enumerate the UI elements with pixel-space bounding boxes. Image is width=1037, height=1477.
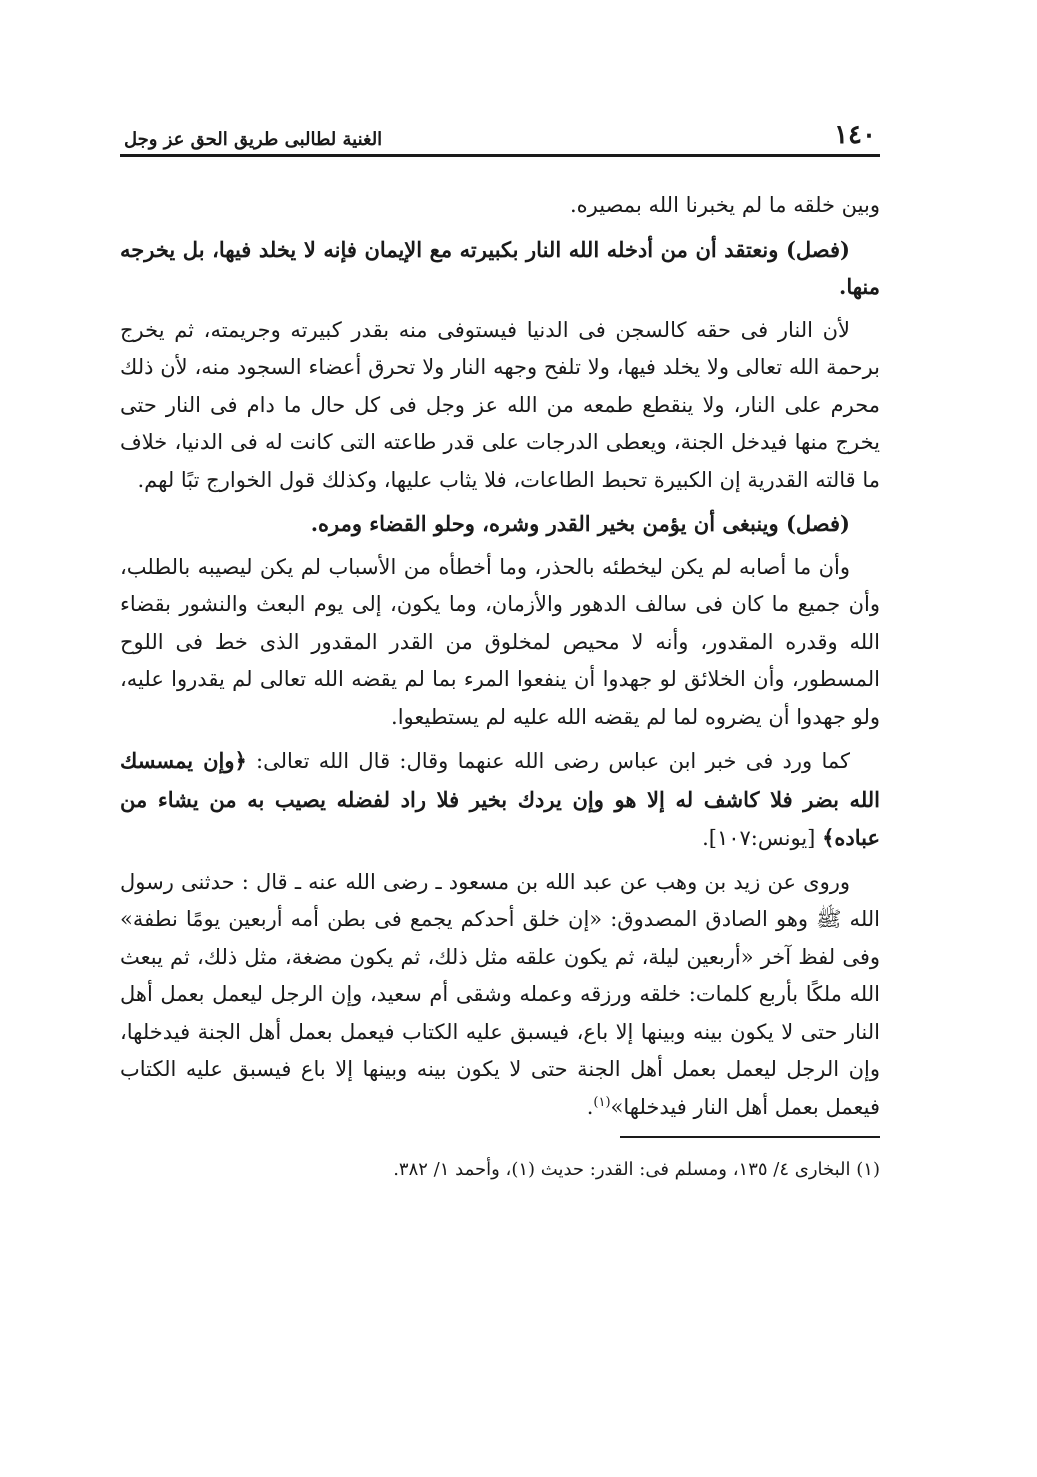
footnote-marker: (١) <box>593 1094 611 1110</box>
quran-verse: ﴿وإن يمسسك الله بضر فلا كاشف له إلا هو وإن يردك بخير فلا راد لفضله يصيب به من يشاء من عباده﴾ <box>120 748 880 850</box>
page-header <box>120 110 880 157</box>
paragraph: وبين خلقه ما لم يخبرنا الله بمصيره. <box>569 193 880 217</box>
verse-intro: كما ورد فى خبر ابن عباس رضى الله عنهما وقال: قال الله تعالى: <box>246 749 850 773</box>
paragraph-with-verse <box>120 742 880 858</box>
paragraph: وأن ما أصابه لم يكن ليخطئه بالحذر، وما أخطأه من الأسباب لم يكن ليصيبه بالطلب، وأن جميع ما كان فى سالف الدهور والأزمان، وما يكون، إلى يوم البعث والنشور بقضاء الله وقدره المقدور، وأنه لا محيص لمخلوق من القدر المقدور الذى خط فى اللوح المسطور، وأن الخلائق لو جهدوا أن ينفعوا المرء بما لم يقضه الله تعالى لم يقدروا عليه، ولو جهدوا أن يضروه لما لم يقضه الله عليه لم يستطيعوا. <box>120 554 880 729</box>
hadith-end: . <box>586 1094 594 1119</box>
page-body <box>120 187 880 1184</box>
footnote-divider <box>620 1136 880 1138</box>
page-number: ١٤٠ <box>834 120 876 150</box>
section-heading: (فصل) ونعتقد أن من أدخله الله النار بكبيرته مع الإيمان فإنه لا يخلد فيها، بل يخرجه منها. <box>120 236 880 299</box>
book-page <box>120 110 880 1202</box>
paragraph: لأن النار فى حقه كالسجن فى الدنيا فيستوفى منه بقدر كبيرته وجريمته، ثم يخرج برحمة الله تعالى ولا يخلد فيها، ولا تلفح وجهه النار ولا تحرق أعضاء السجود منه، لأن ذلك محرم على النار، ولا ينقطع طمعه من الله عز وجل فى كل حال ما دام فى النار حتى يخرج منها فيدخل الجنة، ويعطى الدرجات على قدر طاعته التى كانت له فى الدنيا، خلاف ما قالته القدرية إن الكبيرة تحبط الطاعات، فلا يثاب عليها، وكذلك قول الخوارج تبًا لهم. <box>120 317 880 492</box>
hadith-text: وروى عن زيد بن وهب عن عبد الله بن مسعود ـ رضى الله عنه ـ قال : حدثنى رسول الله ﷺ وهو الصادق المصدوق: «إن خلق أحدكم يجمع فى بطن أمه أربعين يومًا نطفة» وفى لفظ آخر «أربعين ليلة، ثم يكون علقه مثل ذلك، ثم يكون مضغة، مثل ذلك، ثم يبعث الله ملكًا بأربع كلمات: خلقه ورزقه وعمله وشقى أم سعيد، وإن الرجل ليعمل بعمل أهل النار حتى لا يكون بينه وبينها إلا باع، فيسبق عليه الكتاب فيعمل بعمل أهل الجنة فيدخلها، وإن الرجل ليعمل بعمل أهل الجنة حتى لا يكون بينه وبينها إلا باع فيسبق عليه الكتاب فيعمل بعمل أهل النار فيدخلها» <box>120 869 880 1119</box>
paragraph-hadith <box>120 864 880 1127</box>
section-heading: (فصل) وينبغى أن يؤمن بخير القدر وشره، وحلو القضاء ومره. <box>310 511 850 536</box>
running-title: الغنية لطالبى طريق الحق عز وجل <box>124 129 383 150</box>
verse-reference: [يونس:١٠٧]. <box>702 826 823 850</box>
footnote: (١) البخارى ٤/ ١٣٥، ومسلم فى: القدر: حديث (١)، وأحمد ١/ ٣٨٢. <box>393 1159 880 1180</box>
